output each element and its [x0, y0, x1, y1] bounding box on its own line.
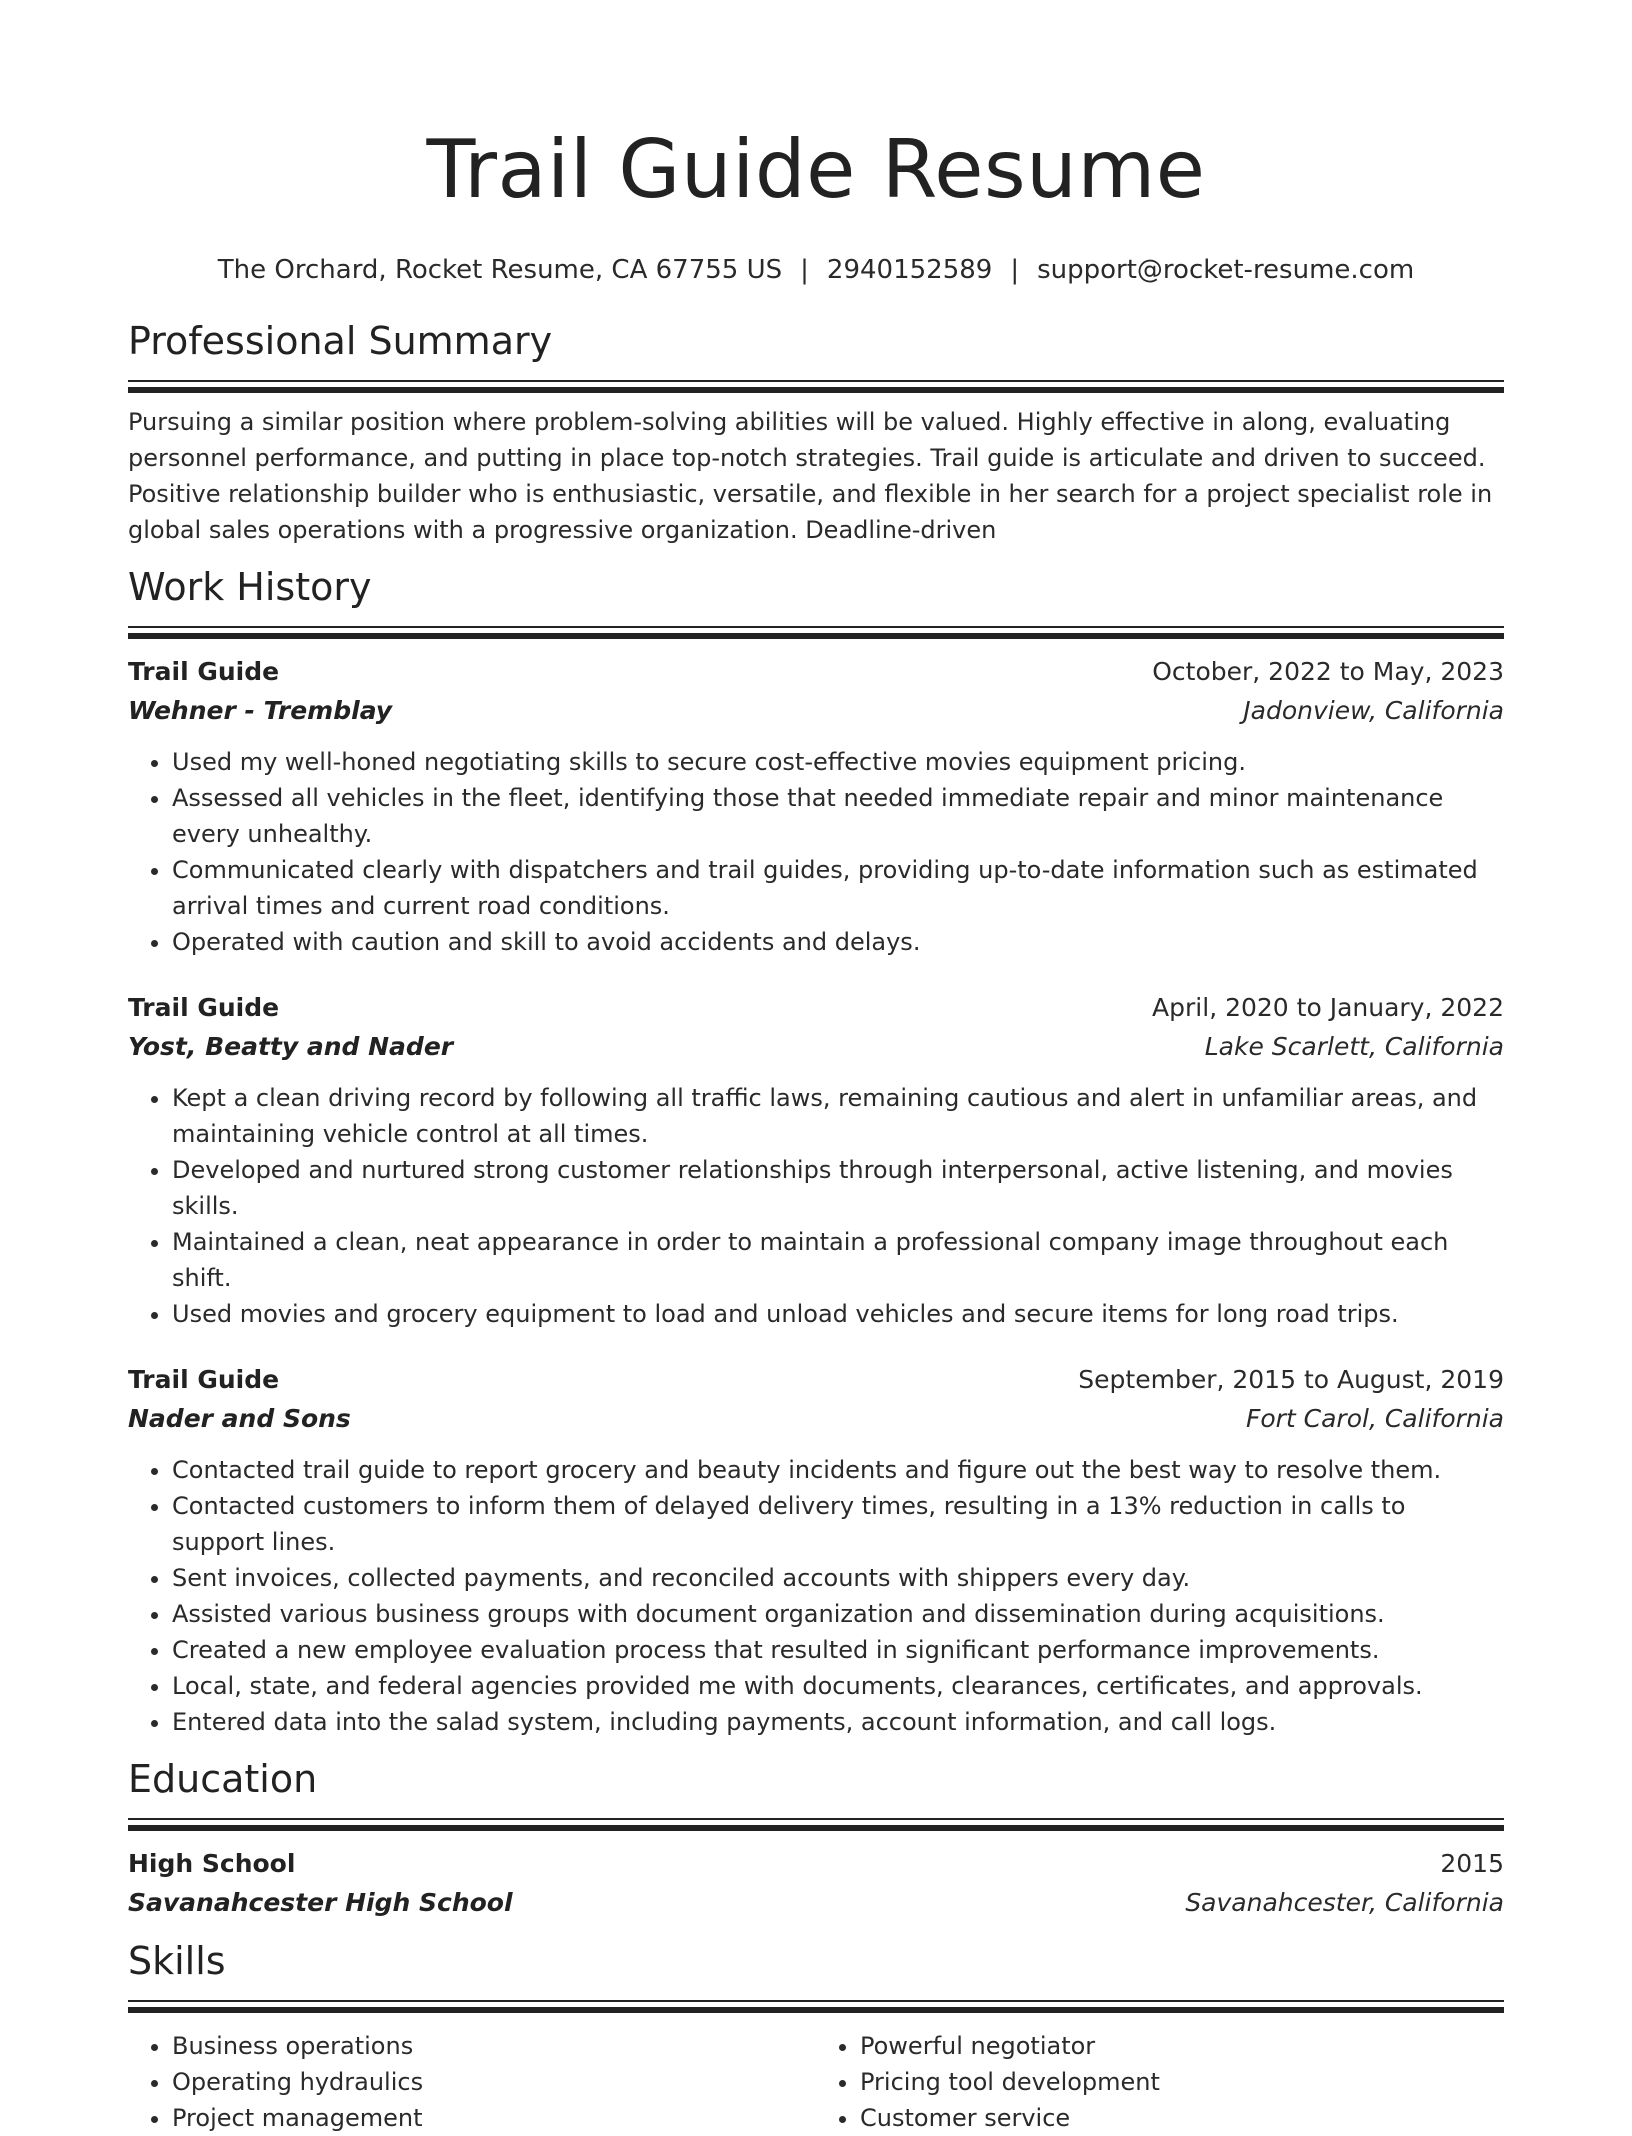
resume-title: Trail Guide Resume: [426, 123, 1206, 216]
job-title: Trail Guide: [128, 993, 280, 1022]
section-heading: Professional Summary: [128, 319, 553, 363]
resume-page: [128, 0, 1504, 2136]
company-name: Wehner - Tremblay: [128, 696, 393, 725]
job-header: [128, 1360, 1504, 1400]
job-subheader: [128, 1028, 1504, 1066]
job-bullet: • Assessed all vehicles in the fleet, identifying those that needed immediate repair and minor maintenance every unhealthy.: [172, 780, 1504, 852]
school-name: Savanahcester High School: [128, 1888, 513, 1917]
education-section: [128, 1756, 1504, 1922]
skills-column-left: [128, 2028, 816, 2136]
section-heading: Skills: [128, 1939, 226, 1983]
job-entry: [128, 1360, 1504, 1740]
section-divider: [128, 1818, 1504, 1830]
job-bullets: [128, 1452, 1504, 1740]
summary-section: [128, 318, 1504, 548]
contact-address: The Orchard, Rocket Resume, CA 67755 US: [217, 255, 783, 285]
graduation-year: 2015: [1440, 1849, 1504, 1878]
job-location: Fort Carol, California: [1245, 1404, 1504, 1433]
degree-name: High School: [128, 1849, 296, 1878]
job-location: Lake Scarlett, California: [1204, 1032, 1504, 1061]
job-title: Trail Guide: [128, 657, 280, 686]
job-dates: April, 2020 to January, 2022: [1152, 993, 1504, 1022]
job-bullet: • Entered data into the salad system, including payments, account information, and call logs.: [172, 1704, 1504, 1740]
section-divider: [128, 626, 1504, 638]
company-name: Yost, Beatty and Nader: [128, 1032, 454, 1061]
job-bullet: • Operated with caution and skill to avoid accidents and delays.: [172, 924, 1504, 960]
skills-section: [128, 1938, 1504, 2136]
job-bullet: • Used my well-honed negotiating skills to secure cost-effective movies equipment pricing.: [172, 744, 1504, 780]
skill-item: • Operating hydraulics: [172, 2064, 816, 2100]
skill-item: • Powerful negotiator: [860, 2028, 1504, 2064]
contact-email: support@rocket-resume.com: [1037, 255, 1415, 285]
job-location: Jadonview, California: [1243, 696, 1504, 725]
job-bullet: • Sent invoices, collected payments, and reconciled accounts with shippers every day.: [172, 1560, 1504, 1596]
job-bullet: • Assisted various business groups with document organization and dissemination during acquisitions.: [172, 1596, 1504, 1632]
skills-column-right: [816, 2028, 1504, 2136]
section-divider: [128, 380, 1504, 392]
job-bullet: • Developed and nurtured strong customer relationships through interpersonal, active listening, and movies skills.: [172, 1152, 1504, 1224]
skills-grid: [128, 2028, 1504, 2136]
summary-text: Pursuing a similar position where problem-solving abilities will be valued. Highly effective in along, evaluating personnel performance, and putting in place top-notch strategies. Trail guide is articulate and driven to succeed. Positive relationship builder who is enthusiastic, versatile, and flexible in her search for a project specialist role in global sales operations with a progressive organization. Deadline-driven: [128, 408, 1493, 544]
company-name: Nader and Sons: [128, 1404, 351, 1433]
job-bullet: • Communicated clearly with dispatchers and trail guides, providing up-to-date information such as estimated arrival times and current road conditions.: [172, 852, 1504, 924]
job-subheader: [128, 692, 1504, 730]
job-bullet: • Contacted trail guide to report grocery and beauty incidents and figure out the best way to resolve them.: [172, 1452, 1504, 1488]
education-subheader: [128, 1884, 1504, 1922]
job-subheader: [128, 1400, 1504, 1438]
skill-item: • Project management: [172, 2100, 816, 2136]
skills-list: [816, 2028, 1504, 2136]
section-divider: [128, 2000, 1504, 2012]
education-entry: [128, 1844, 1504, 1922]
job-bullet: • Kept a clean driving record by following all traffic laws, remaining cautious and alert in unfamiliar areas, and maintaining vehicle control at all times.: [172, 1080, 1504, 1152]
job-entry: [128, 652, 1504, 960]
job-bullet: • Contacted customers to inform them of delayed delivery times, resulting in a 13% reduction in calls to support lines.: [172, 1488, 1504, 1560]
job-header: [128, 988, 1504, 1028]
skills-list: [128, 2028, 816, 2136]
job-dates: October, 2022 to May, 2023: [1152, 657, 1504, 686]
job-entry: [128, 988, 1504, 1332]
job-dates: September, 2015 to August, 2019: [1078, 1365, 1504, 1394]
skill-item: • Customer service: [860, 2100, 1504, 2136]
skill-item: • Business operations: [172, 2028, 816, 2064]
job-title: Trail Guide: [128, 1365, 280, 1394]
section-heading: Work History: [128, 565, 372, 609]
work-history-section: [128, 564, 1504, 1740]
job-header: [128, 652, 1504, 692]
contact-line: [128, 254, 1504, 286]
job-bullet: • Maintained a clean, neat appearance in order to maintain a professional company image throughout each shift.: [172, 1224, 1504, 1296]
contact-phone: 2940152589: [826, 255, 993, 285]
job-bullets: [128, 1080, 1504, 1332]
skill-item: • Pricing tool development: [860, 2064, 1504, 2100]
job-bullet: • Created a new employee evaluation process that resulted in significant performance improvements.: [172, 1632, 1504, 1668]
contact-separator: |: [800, 255, 809, 285]
contact-separator: |: [1010, 255, 1020, 285]
section-heading: Education: [128, 1757, 318, 1801]
job-bullets: [128, 744, 1504, 960]
job-bullet: • Local, state, and federal agencies provided me with documents, clearances, certificates, and approvals.: [172, 1668, 1504, 1704]
school-location: Savanahcester, California: [1185, 1888, 1504, 1917]
education-header: [128, 1844, 1504, 1884]
job-bullet: • Used movies and grocery equipment to load and unload vehicles and secure items for long road trips.: [172, 1296, 1504, 1332]
